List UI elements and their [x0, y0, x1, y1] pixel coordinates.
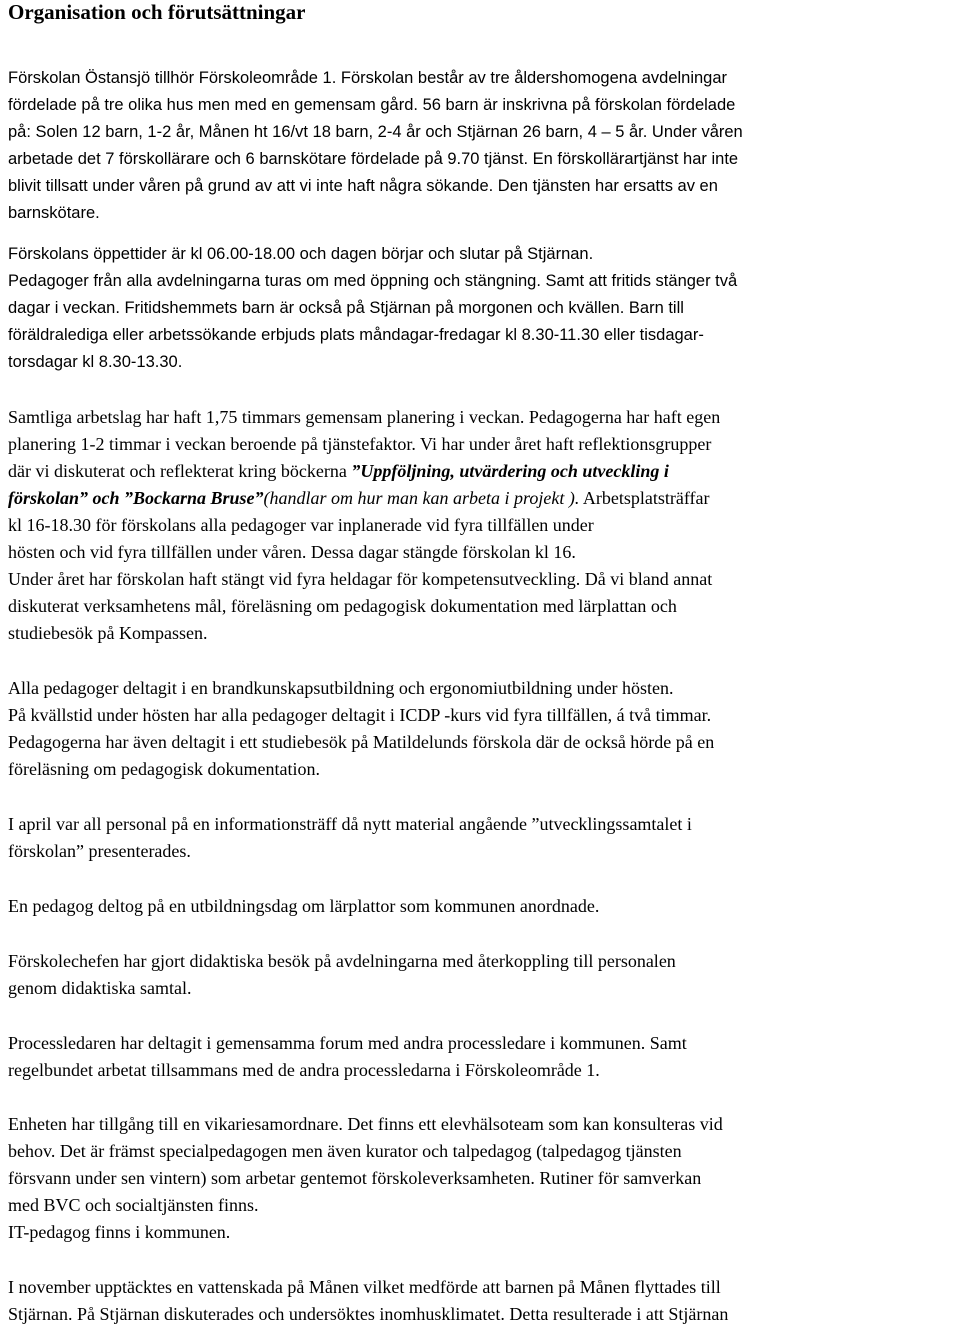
text-line: Enheten har tillgång till en vikariesamordnare. Det finns ett elevhälsoteam som kan konsulteras vid: [8, 1114, 723, 1134]
text-line: blivit tillsatt under våren på grund av att vi inte haft några sökande. Den tjänsten har ersatts av en: [8, 177, 718, 195]
text-line: hösten och vid fyra tillfällen under våren. Dessa dagar stängde förskolan kl 16.: [8, 542, 576, 562]
text-line: arbetade det 7 förskollärare och 6 barnskötare fördelade på 9.70 tjänst. En förskollärartjänst har inte: [8, 150, 739, 168]
book-title: förskolan” och ”Bockarna Bruse”: [8, 488, 264, 508]
text-line: På kvällstid under hösten har alla pedagoger deltagit i ICDP -kurs vid fyra tillfällen, á två timmar.: [8, 705, 712, 725]
text-line: försvann under sen vintern) som arbetar gentemot förskoleverksamheten. Rutiner för samverkan: [8, 1168, 702, 1188]
text-line: behov. Det är främst specialpedagogen men även kurator och talpedagog (talpedagog tjänsten: [8, 1141, 682, 1161]
text-line: Förskolechefen har gjort didaktiska besök på avdelningarna med återkoppling till personalen: [8, 951, 676, 971]
text-line: [8, 487, 709, 509]
text-line: Stjärnan. På Stjärnan diskuterades och undersöktes inomhusklimatet. Detta resulterade i att Stjärnan: [8, 1304, 729, 1324]
text-line: Processledaren har deltagit i gemensamma forum med andra processledare i kommunen. Samt: [8, 1033, 687, 1053]
text-line: barnskötare.: [8, 204, 100, 222]
text-line: förskolan” presenterades.: [8, 841, 191, 861]
text-line: Pedagoger från alla avdelningarna turas om med öppning och stängning. Samt att fritids stänger två: [8, 272, 738, 290]
text-line: med BVC och socialtjänsten finns.: [8, 1195, 259, 1215]
text-line: kl 16-18.30 för förskolans alla pedagoger var inplanerade vid fyra tillfällen under: [8, 515, 594, 535]
text-line: på: Solen 12 barn, 1-2 år, Månen ht 16/vt 18 barn, 2-4 år och Stjärnan 26 barn, 4 – 5 år. Under våren: [8, 123, 743, 141]
text-line: torsdagar kl 8.30-13.30.: [8, 353, 183, 371]
text-line: planering 1-2 timmar i veckan beroende på tjänstefaktor. Vi har under året haft reflektionsgrupper: [8, 434, 712, 454]
text-line: föreläsning om pedagogisk dokumentation.: [8, 759, 320, 779]
text-line: diskuterat verksamhetens mål, föreläsning om pedagogisk dokumentation med lärplattan och: [8, 596, 677, 616]
text-line: dagar i veckan. Fritidshemmets barn är också på Stjärnan på morgonen och kvällen. Barn till: [8, 299, 684, 317]
text-line: IT-pedagog finns i kommunen.: [8, 1222, 231, 1242]
text-line: Samtliga arbetslag har haft 1,75 timmars gemensam planering i veckan. Pedagogerna har haft egen: [8, 407, 721, 427]
text-line: regelbundet arbetat tillsammans med de andra processledarna i Förskoleområde 1.: [8, 1060, 600, 1080]
text-line: fördelade på tre olika hus men med en gemensam gård. 56 barn är inskrivna på förskolan fördelade: [8, 96, 736, 114]
text-line: Alla pedagoger deltagit i en brandkunskapsutbildning och ergonomiutbildning under hösten.: [8, 678, 674, 698]
text-line: genom didaktiska samtal.: [8, 978, 192, 998]
text-line: föräldralediga eller arbetssökande erbjuds plats måndagar-fredagar kl 8.30-11.30 eller tisdagar-: [8, 326, 704, 344]
book-note: (handlar om hur man kan arbeta i projekt ).: [263, 488, 580, 508]
text-line: [8, 460, 669, 482]
section-heading: Organisation och förutsättningar: [8, 0, 306, 24]
text-line: En pedagog deltog på en utbildningsdag om lärplattor som kommunen anordnade.: [8, 896, 600, 916]
text-run: där vi diskuterat och reflekterat kring böckerna: [8, 461, 352, 481]
text-line: studiebesök på Kompassen.: [8, 623, 208, 643]
text-line: Pedagogerna har även deltagit i ett studiebesök på Matildelunds förskola där de också hörde på en: [8, 732, 715, 752]
text-line: Förskolans öppettider är kl 06.00-18.00 och dagen börjar och slutar på Stjärnan.: [8, 245, 594, 263]
book-title: ”Uppföljning, utvärdering och utveckling i: [351, 461, 669, 481]
text-line: Under året har förskolan haft stängt vid fyra heldagar för kompetensutveckling. Då vi bland annat: [8, 569, 713, 589]
text-line: I april var all personal på en informationsträff då nytt material angående ”utvecklingssamtalet i: [8, 814, 692, 834]
text-line: Förskolan Östansjö tillhör Förskoleområde 1. Förskolan består av tre åldershomogena avdelningar: [8, 69, 728, 87]
text-run: Arbetsplatsträffar: [579, 488, 710, 508]
text-line: I november upptäcktes en vattenskada på Månen vilket medförde att barnen på Månen flyttades till: [8, 1277, 721, 1297]
